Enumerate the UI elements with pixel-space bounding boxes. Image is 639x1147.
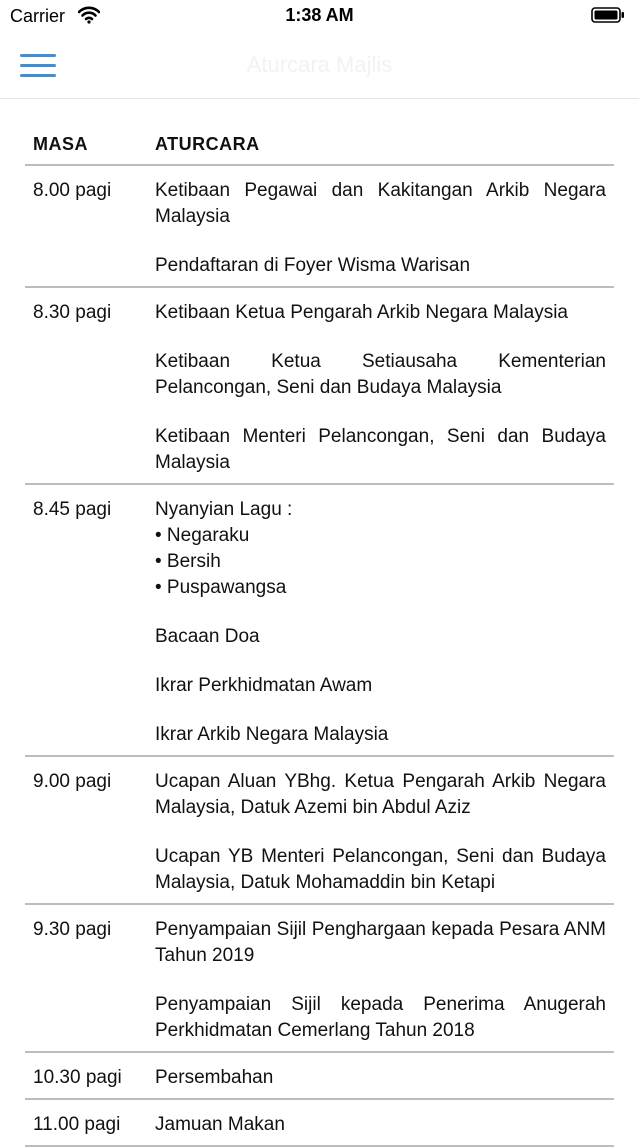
program-item: Ketibaan Menteri Pelancongan, Seni dan Budaya Malaysia bbox=[155, 426, 606, 473]
row-time: 8.00 pagi bbox=[33, 180, 112, 201]
schedule-table bbox=[25, 120, 614, 1147]
table-row bbox=[25, 1100, 614, 1147]
table-row bbox=[25, 288, 614, 485]
row-time: 10.30 pagi bbox=[33, 1067, 122, 1088]
row-time: 9.00 pagi bbox=[33, 771, 112, 792]
table-row bbox=[25, 166, 614, 288]
carrier-label: Carrier bbox=[10, 6, 66, 26]
program-item: Ketibaan Pegawai dan Kakitangan Arkib Negara Malaysia bbox=[155, 180, 606, 227]
column-header-time: MASA bbox=[33, 134, 88, 154]
program-item: Persembahan bbox=[155, 1067, 274, 1088]
page-title: Aturcara Majlis bbox=[246, 52, 393, 77]
song-heading: Nyanyian Lagu : bbox=[155, 499, 293, 520]
table-row bbox=[25, 1053, 614, 1100]
status-bar bbox=[0, 0, 639, 34]
table-row bbox=[25, 757, 614, 905]
row-time: 11.00 pagi bbox=[33, 1114, 121, 1135]
program-item: Penyampaian Sijil Penghargaan kepada Pesara ANM Tahun 2019 bbox=[155, 919, 606, 966]
status-time: 1:38 AM bbox=[285, 5, 354, 25]
program-item bbox=[155, 497, 606, 601]
program-item: Bacaan Doa bbox=[155, 626, 260, 647]
program-item: Ucapan YB Menteri Pelancongan, Seni dan Budaya Malaysia, Datuk Mohamaddin bin Ketapi bbox=[155, 846, 606, 893]
program-item: Penyampaian Sijil kepada Penerima Anugerah Perkhidmatan Cemerlang Tahun 2018 bbox=[155, 994, 606, 1041]
song-list-item: • Puspawangsa bbox=[155, 577, 287, 598]
battery-icon bbox=[591, 7, 625, 23]
program-item: Ikrar Perkhidmatan Awam bbox=[155, 675, 373, 696]
row-time: 9.30 pagi bbox=[33, 919, 112, 940]
table-header bbox=[25, 120, 614, 166]
table-row bbox=[25, 905, 614, 1053]
program-item: Ikrar Arkib Negara Malaysia bbox=[155, 724, 389, 745]
table-row bbox=[25, 485, 614, 757]
column-header-program: ATURCARA bbox=[155, 134, 260, 154]
row-time: 8.30 pagi bbox=[33, 302, 112, 323]
program-item: Ketibaan Ketua Pengarah Arkib Negara Malaysia bbox=[155, 302, 568, 323]
program-item: Ketibaan Ketua Setiausaha Kementerian Pelancongan, Seni dan Budaya Malaysia bbox=[155, 351, 606, 398]
program-item: Ucapan Aluan YBhg. Ketua Pengarah Arkib Negara Malaysia, Datuk Azemi bin Abdul Aziz bbox=[155, 771, 606, 818]
navigation-bar bbox=[0, 34, 639, 99]
song-list-item: • Negaraku bbox=[155, 525, 250, 546]
song-list-item: • Bersih bbox=[155, 551, 221, 572]
program-item: Pendaftaran di Foyer Wisma Warisan bbox=[155, 255, 471, 276]
program-item: Jamuan Makan bbox=[155, 1114, 285, 1135]
row-time: 8.45 pagi bbox=[33, 499, 112, 520]
